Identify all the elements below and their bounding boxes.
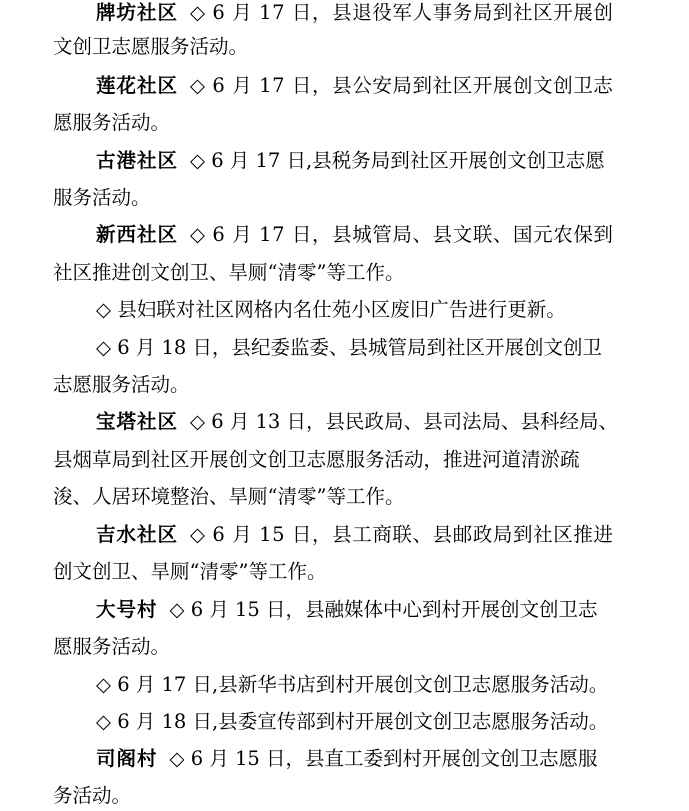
community-name: 新西社区: [96, 223, 179, 246]
community-name: 古港社区: [96, 149, 179, 172]
paragraph-text: 浚、人居环境整治、旱厕“清零”等工作。: [53, 485, 405, 508]
paragraph-text: ◇ 6 月 17 日，县城管局、县文联、国元农保到: [190, 223, 614, 246]
paragraph-dahao-line4: [0, 709, 689, 735]
paragraph-text: ◇ 6 月 15 日，县工商联、县邮政局到社区推进: [190, 523, 614, 546]
paragraph-paifang-line2: [0, 34, 689, 60]
paragraph-sige-line2: [0, 783, 689, 809]
paragraph-jishui-line1: [0, 522, 689, 548]
paragraph-baota-line2: [0, 447, 689, 473]
paragraph-xinxi-line2: [0, 260, 689, 286]
paragraph-text: 文创卫志愿服务活动。: [53, 35, 249, 58]
village-name: 大号村: [96, 598, 158, 621]
paragraph-text: ◇ 6 月 17 日,县新华书店到村开展创文创卫志愿服务活动。: [96, 673, 609, 696]
paragraph-xinxi-line1: [0, 222, 689, 248]
paragraph-text: ◇ 6 月 17 日,县税务局到社区开展创文创卫志愿: [190, 149, 605, 172]
paragraph-text: 县烟草局到社区开展创文创卫志愿服务活动，推进河道清淤疏: [53, 448, 580, 471]
community-name: 莲花社区: [96, 74, 179, 97]
paragraph-baota-line3: [0, 484, 689, 510]
paragraph-text: 务活动。: [53, 784, 132, 807]
paragraph-baota-line1: [0, 409, 689, 435]
paragraph-text: 社区推进创文创卫、旱厕“清零”等工作。: [53, 261, 405, 284]
paragraph-jishui-line2: [0, 559, 689, 585]
paragraph-sige-line1: [0, 746, 689, 772]
paragraph-paifang-line1: [0, 0, 689, 26]
paragraph-lianhua-line2: [0, 110, 689, 136]
village-name: 司阁村: [96, 747, 158, 770]
paragraph-gugang-line2: [0, 185, 689, 211]
paragraph-text: ◇ 6 月 17 日，县公安局到社区开展创文创卫志: [190, 74, 614, 97]
paragraph-lianhua-line1: [0, 73, 689, 99]
paragraph-text: ◇ 6 月 18 日,县委宣传部到村开展创文创卫志愿服务活动。: [96, 710, 609, 733]
paragraph-extra1: [0, 297, 689, 323]
paragraph-text: 愿服务活动。: [53, 111, 171, 134]
paragraph-text: 愿服务活动。: [53, 635, 171, 658]
paragraph-text: 创文创卫、旱厕“清零”等工作。: [53, 560, 327, 583]
paragraph-extra2-line2: [0, 372, 689, 398]
paragraph-text: 志愿服务活动。: [53, 373, 190, 396]
paragraph-text: ◇ 6 月 13 日，县民政局、县司法局、县科经局、: [190, 410, 619, 433]
paragraph-dahao-line1: [0, 597, 689, 623]
paragraph-text: ◇ 6 月 17 日，县退役军人事务局到社区开展创: [190, 1, 614, 24]
paragraph-dahao-line3: [0, 672, 689, 698]
paragraph-dahao-line2: [0, 634, 689, 660]
community-name: 吉水社区: [96, 523, 179, 546]
paragraph-text: ◇ 6 月 15 日，县直工委到村开展创文创卫志愿服: [169, 747, 598, 770]
paragraph-extra2-line1: [0, 335, 689, 361]
paragraph-gugang-line1: [0, 148, 689, 174]
community-name: 宝塔社区: [96, 410, 179, 433]
paragraph-text: 服务活动。: [53, 186, 151, 209]
paragraph-text: ◇ 县妇联对社区网格内名仕苑小区废旧广告进行更新。: [96, 298, 566, 321]
community-name: 牌坊社区: [96, 1, 179, 24]
paragraph-text: ◇ 6 月 18 日，县纪委监委、县城管局到社区开展创文创卫: [96, 336, 603, 359]
paragraph-text: ◇ 6 月 15 日，县融媒体中心到村开展创文创卫志: [169, 598, 598, 621]
